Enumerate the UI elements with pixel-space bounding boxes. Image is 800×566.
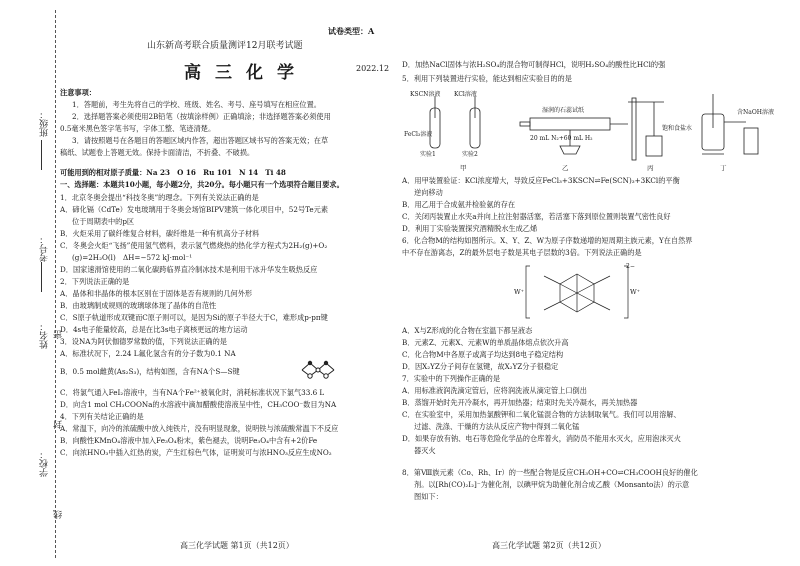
note-line: 稿纸、试题卷上答题无效。保持卡面清洁，不折叠、不破损。 <box>60 148 255 157</box>
fig5-label-kscn: KSCN溶液 <box>410 91 441 98</box>
q7-option: A．用标准液润洗滴定管后，应将润洗液从滴定管上口倒出 <box>402 386 587 395</box>
fig5-label-catalyst: 湿润的石蕊试纸 <box>542 107 585 114</box>
section-heading: 一、选择题：本题共10小题，每小题2分，共20分。每小题只有一个选项符合题目要求。 <box>60 180 344 189</box>
fig5-label-fecl3: FeCl₃溶液 <box>404 131 433 138</box>
q5-option-cont: 逆向移动 <box>414 188 443 197</box>
seal-char-xian: 线 <box>54 510 64 519</box>
fig5-label-mix: 20 mL N₂+60 mL H₂ <box>530 135 593 142</box>
q7-option: B．蒸馏开始时先开冷凝水，再开加热器；结束时先关冷凝水，再关加热器 <box>402 398 638 407</box>
field-name-label: 姓名： <box>40 322 50 349</box>
q4-option: A．常温下，向冷的浓硫酸中放入纯铁片，没有明显现象，说明铁与浓硫酸常温下不反应 <box>60 424 339 433</box>
q6-stem: 6．化合物M的结构如图所示。X、Y、Z、W为原子序数递增的短周期主族元素，Y在自然界 <box>402 236 693 245</box>
q5-option: A．用甲装置验证：KCl浓度增大，导致反应FeCl₃+3KSCN⇌Fe(SCN)₃+3KCl的平衡 <box>402 176 680 185</box>
q7-option: D．如果存放有钠、电石等危险化学品的仓库着火，消防员不能用水灭火，应用泡沫灭火 <box>402 434 681 443</box>
q7-stem: 7．实验中的下列操作正确的是 <box>402 374 501 383</box>
q3-stem: 3．设NA为阿伏伽德罗常数的值，下列说法正确的是 <box>60 337 227 346</box>
q5-apparatus-figure <box>410 88 780 174</box>
field-id-line <box>41 262 42 292</box>
q1-stem: 1．北京冬奥会提出“科技冬奥”的理念。下列有关说法正确的是 <box>60 193 259 202</box>
page-1 <box>60 0 390 566</box>
fig5-label-bing-note: 饱和食盐水 <box>662 125 693 132</box>
q2-option: C．S原子轨道形成双键而C原子则可以，是因为Si的原子半径大于C，难形成p-pπ键 <box>60 313 328 322</box>
fig5-label-kcl: KCl溶液 <box>454 91 477 98</box>
subject-title: 高三化学 <box>184 63 308 83</box>
q4-stem: 4．下列有关结论正确的是 <box>60 412 144 421</box>
q4-option: C．向浓HNO₃中插入红热的炭，产生红棕色气体，证明炭可与浓HNO₃反应生成NO₂ <box>60 448 332 457</box>
fig6-charge: 2− <box>626 263 635 270</box>
note-line: 3．请按照题号在各题目的答题区域内作答，超出答题区域书写的答案无效；在草 <box>72 136 329 145</box>
q6-option: B．元素Z、元素X、元素W的单质晶体熔点依次升高 <box>402 338 569 347</box>
q8-stem: 8．第Ⅷ族元素（Co、Rh、Ir）的一些配合物是反应CH₃OH+CO⇌CH₃COOH良好的催化 <box>402 468 698 477</box>
fig6-cation-right: W⁺ <box>630 288 641 296</box>
note-line: 0.5毫米黑色签字笔书写，字体工整、笔迹清楚。 <box>60 124 216 133</box>
q3-option: B．0.5 mol雌黄(As₂S₃)，结构如图，含有NA个S—S键 <box>60 367 240 376</box>
q1-option: B．火炬采用了碳纤维复合材料，碳纤维是一种有机高分子材料 <box>60 229 260 238</box>
q2-option: A．晶体和非晶体的根本区别在于固体是否有规则的几何外形 <box>60 289 253 298</box>
footer-page-1: 高三化学试题 第1页（共12页） <box>180 541 294 550</box>
q8-stem-cont: 图如下： <box>414 492 443 501</box>
q5-stem: 5．利用下列装置进行实验，能达到相应实验目的的是 <box>402 74 572 83</box>
fig5-label-ding-note: 含NaOH溶液 <box>737 109 774 116</box>
q7-option-cont: 器灭火 <box>414 446 436 455</box>
fig5-label-bing: 丙 <box>647 164 654 172</box>
page-2 <box>402 0 794 566</box>
notes-heading: 注意事项： <box>60 88 96 97</box>
q1-option-cont: 位于周期表中的p区 <box>72 217 135 226</box>
exam-title: 山东新高考联合质量测评12月联考试题 <box>147 41 303 51</box>
q6-stem-cont: 中不存在游离态，Z的最外层电子数是其电子层数的3倍。下列说法正确的是 <box>402 248 642 257</box>
paper-type: 试卷类型：A <box>328 26 375 36</box>
fig5-label-jia: 甲 <box>460 164 467 172</box>
fig5-label-exp2: 实验2 <box>462 151 478 158</box>
note-line: 2．选择题答案必须使用2B铅笔（按填涂样例）正确填涂；非选择题答案必须使用 <box>72 112 331 121</box>
q1-option-cont: (g)=2H₂O(l) ΔH=−572 kJ·mol⁻¹ <box>72 253 193 262</box>
field-id-label: 考号： <box>40 235 50 262</box>
note-line: 1．答题前，考生先将自己的学校、班级、姓名、考号、座号填写在相应位置。 <box>72 100 321 109</box>
q6-option: D．因X₂YZ分子间存在氢键，故X₂YZ分子很稳定 <box>402 362 559 371</box>
atomic-masses: 可能用到的相对原子质量：Na 23 O 16 Ru 101 N 14 Ti 48 <box>60 168 286 177</box>
q8-stem-cont: 剂。以[Rh(CO)₂I₂]⁻为催化剂，以碘甲烷为助催化剂合成乙酸（Monsanto法）的示意 <box>414 480 690 489</box>
q6-option: A．X与Z形成的化合物在室温下都呈液态 <box>402 326 533 335</box>
q3-option: D．向含1 mol CH₃COONa的水溶液中滴加醋酸使溶液呈中性，CH₃COO⁻数目为NA <box>60 400 337 409</box>
q7-option-cont: 过滤、洗涤、干燥的方法从反应产物中得到二氧化锰 <box>414 422 580 431</box>
fig5-label-yi: 乙 <box>562 164 569 172</box>
q2-stem: 2．下列说法正确的是 <box>60 277 130 286</box>
q1-option: A．碲化镉（CdTe）发电玻璃用于冬奥会场馆BIPV建筑一体化项目中，52号Te元素 <box>60 205 329 214</box>
q4-option: B．向酸性KMnO₄溶液中加入Fe₃O₄粉末，紫色褪去，说明Fe₃O₄中含有+2价Fe <box>60 436 318 445</box>
q3-option: C．将氯气通入FeI₂溶液中，当有NA个Fe²⁺被氧化时，消耗标准状况下氯气33.6 L <box>60 388 325 397</box>
q4-option-d: D．加热NaCl固体与浓H₂SO₄的混合物可制得HCl，说明H₂SO₄的酸性比HCl的强 <box>402 60 666 69</box>
binding-strip <box>0 0 64 566</box>
fig6-cation-left: W⁺ <box>514 288 525 296</box>
exam-date: 2022.12 <box>356 64 390 73</box>
seal-char-feng: 封 <box>54 420 64 429</box>
q3-option: A．标准状况下，2.24 L氟化氢含有的分子数为0.1 NA <box>60 349 236 358</box>
q1-option: D．国家速滑馆使用的二氧化碳跨临界直冷制冰技术是利用干冰升华发生吸热反应 <box>60 265 318 274</box>
seal-dashed-line <box>55 10 56 558</box>
q6-option: C．化合物M中各原子或离子均达到8电子稳定结构 <box>402 350 564 359</box>
q7-option: C．在实验室中，采用加热氯酸钾和二氧化锰混合物的方法制取氧气。我们可以用溶解、 <box>402 410 681 419</box>
q5-option: D．利用丁实验装置探究酒精脱水生成乙烯 <box>402 224 538 233</box>
q5-option: B．用乙用于合成氨并检验氨的存在 <box>402 200 516 209</box>
q1-option: C．冬奥会火炬“飞扬”使用氢气燃料，表示氢气燃烧热的热化学方程式为2H₂(g)+O₂ <box>60 241 328 250</box>
q2-option: D．4s电子能量较高，总是在比3s电子离核更远的地方运动 <box>60 325 248 334</box>
q6-structure-figure <box>522 262 632 322</box>
field-class-line <box>41 140 42 170</box>
fig5-label-exp1: 实验1 <box>420 151 436 158</box>
seal-char-mi: 密 <box>54 330 64 339</box>
footer-page-2: 高三化学试题 第2页（共12页） <box>492 541 606 550</box>
field-class-label: 班级： <box>40 110 50 137</box>
orpiment-structure-icon <box>298 358 338 380</box>
field-school-label: 学校： <box>40 450 50 477</box>
fig5-label-ding: 丁 <box>720 164 727 172</box>
q2-option: B．由玻璃制成规则的玻璃球体现了晶体的自范性 <box>60 301 217 310</box>
q5-option: C．关闭丙装置止水夹a并向上拉注射器活塞，若活塞下落到原位置则装置气密性良好 <box>402 212 671 221</box>
